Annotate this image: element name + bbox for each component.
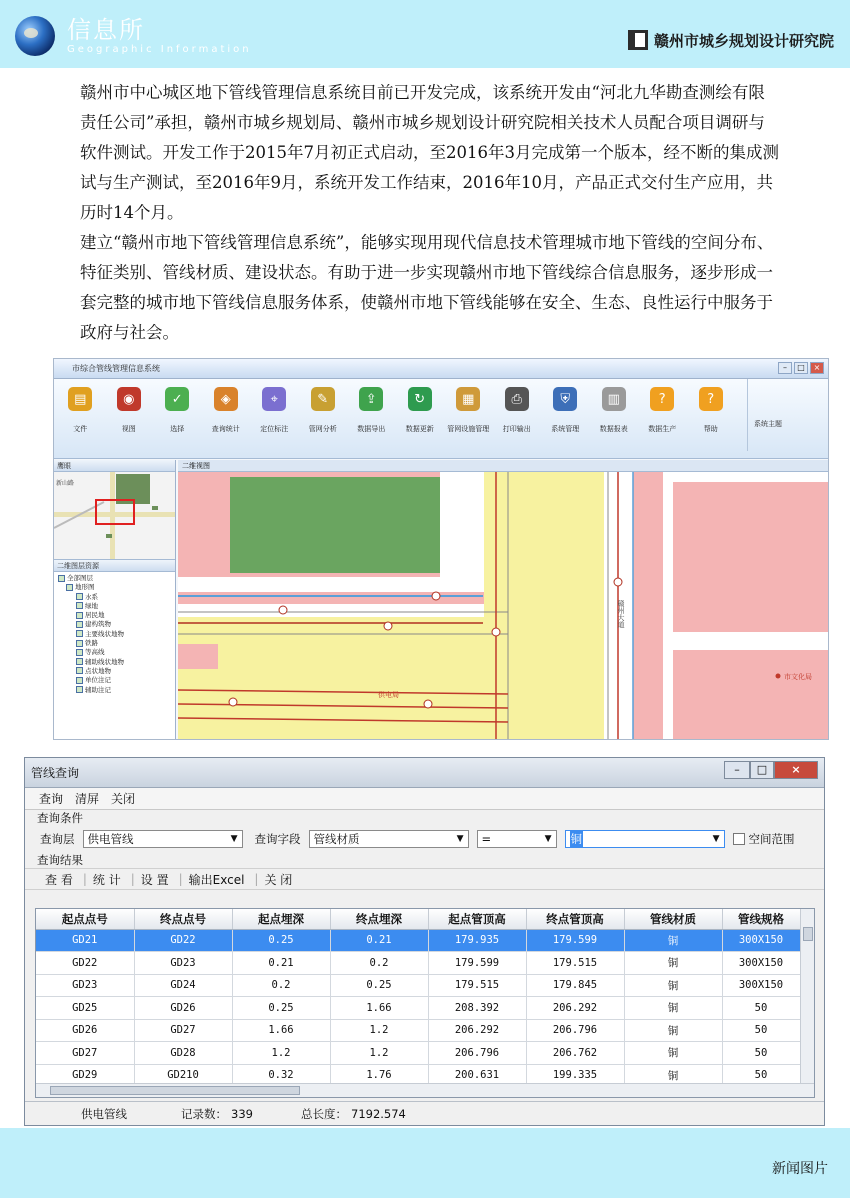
ribbon-button-label: 视图 [121, 425, 136, 433]
ribbon-button[interactable] [638, 379, 687, 434]
layer-select[interactable] [83, 830, 243, 848]
status-count: 339 [231, 1106, 253, 1121]
table-cell: GD21 [36, 929, 134, 952]
table-cell: GD24 [134, 974, 232, 997]
ribbon-button-label: 数据生产 [648, 425, 677, 433]
layer-checkbox-icon[interactable] [66, 584, 73, 591]
dialog-maximize-button[interactable]: □ [750, 761, 774, 779]
layer-name: 水系 [85, 592, 98, 601]
condition-section-label: 查询条件 [37, 811, 83, 825]
table-cell: 206.796 [526, 1019, 624, 1042]
table-cell: 208.392 [428, 997, 526, 1020]
result-table [36, 909, 801, 1087]
table-cell: 50 [722, 1019, 800, 1042]
ribbon-button-label: 选择 [170, 425, 185, 433]
table-cell: 0.25 [330, 974, 428, 997]
report-icon: ▥ [602, 387, 626, 411]
status-layer: 供电管线 [81, 1106, 127, 1121]
table-cell: 179.515 [526, 952, 624, 975]
export-excel-button[interactable]: 输出Excel [188, 872, 245, 887]
gis-app-title: 市综合管线管理信息系统 [72, 364, 160, 373]
institute-name [628, 28, 834, 52]
spatial-range-label: 空间范围 [748, 832, 795, 846]
table-row[interactable] [36, 974, 800, 997]
table-cell: GD25 [36, 997, 134, 1020]
column-header[interactable]: 起点埋深 [232, 909, 330, 929]
ribbon-button-label: 查询统计 [211, 425, 240, 433]
institute-label: 赣州市城乡规划设计研究院 [653, 31, 834, 50]
column-header[interactable]: 起点点号 [36, 909, 134, 929]
layer-name: 建构筑物 [85, 620, 111, 629]
table-cell: GD23 [134, 952, 232, 975]
ribbon-button-label: 打印输出 [502, 425, 531, 433]
table-cell: 300X150 [722, 952, 800, 975]
layer-tree-item[interactable] [58, 639, 175, 648]
chevron-down-icon: ▼ [544, 834, 552, 844]
layer-tree-item[interactable] [58, 583, 175, 592]
table-cell: 铜 [624, 974, 722, 997]
statistics-button[interactable]: 统 计 [92, 872, 121, 887]
query-dialog [24, 757, 825, 1126]
table-cell: 206.796 [428, 1042, 526, 1065]
table-row[interactable] [36, 997, 800, 1020]
footer-label: 新闻图片 [772, 1161, 828, 1177]
column-header[interactable]: 终点点号 [134, 909, 232, 929]
layer-checkbox-icon[interactable] [76, 677, 83, 684]
close-result-button[interactable]: 关 闭 [264, 872, 293, 887]
menu-close[interactable]: 关闭 [111, 792, 136, 806]
ribbon-button[interactable] [396, 379, 445, 434]
ribbon-button[interactable] [444, 379, 493, 434]
ribbon-button[interactable] [299, 379, 348, 434]
table-cell: 199.335 [526, 1064, 624, 1087]
table-row[interactable] [36, 952, 800, 975]
globe-logo-icon [15, 16, 55, 56]
facility-icon: ▦ [456, 387, 480, 411]
logo-title: 信息所 [67, 16, 145, 44]
field-label: 查询字段 [254, 832, 301, 846]
status-count-label: 记录数： [181, 1106, 227, 1121]
table-cell: 铜 [624, 1042, 722, 1065]
table-cell: GD27 [134, 1019, 232, 1042]
layer-checkbox-icon[interactable] [76, 640, 83, 647]
spatial-range-checkbox[interactable] [733, 831, 795, 847]
table-cell: 1.2 [232, 1042, 330, 1065]
map-building-label: 市文化局 [784, 673, 812, 681]
layer-tree-item[interactable] [58, 630, 175, 639]
ribbon-button[interactable] [56, 379, 105, 434]
condition-row [25, 826, 824, 852]
layer-checkbox-icon[interactable] [76, 667, 83, 674]
overview-map[interactable] [54, 472, 175, 560]
ribbon-button-label: 管网设施管理 [447, 425, 490, 433]
layer-tree-item[interactable] [58, 593, 175, 602]
ribbon-button-label: 数据导出 [357, 425, 386, 433]
table-cell: 铜 [624, 952, 722, 975]
table-cell: GD23 [36, 974, 134, 997]
table-cell: 0.25 [232, 929, 330, 952]
table-cell: GD22 [134, 929, 232, 952]
chevron-down-icon: ▼ [712, 834, 720, 844]
scroll-thumb[interactable] [803, 927, 813, 941]
ribbon-button-label: 文件 [73, 425, 88, 433]
printer-icon: ⎙ [505, 387, 529, 411]
table-cell: 200.631 [428, 1064, 526, 1087]
table-cell: 1.66 [232, 1019, 330, 1042]
globe-icon: ◉ [117, 387, 141, 411]
query-menu [25, 788, 824, 810]
table-cell: 179.845 [526, 974, 624, 997]
view-button[interactable]: 查 看 [45, 872, 73, 887]
table-cell: 50 [722, 997, 800, 1020]
gis-app-screenshot [53, 358, 829, 740]
ribbon-button-label: 帮助 [703, 425, 718, 433]
table-cell: GD210 [134, 1064, 232, 1087]
table-cell: 179.515 [428, 974, 526, 997]
value-select-value: 铜 [570, 832, 582, 846]
table-cell: GD29 [36, 1064, 134, 1087]
ribbon-button[interactable] [493, 379, 542, 434]
query-dialog-title: 管线查询 [31, 766, 80, 780]
folder-icon: ▤ [68, 387, 92, 411]
ribbon-button-label: 定位标注 [260, 425, 289, 433]
ribbon-button[interactable] [347, 379, 396, 434]
table-cell: 1.2 [330, 1019, 428, 1042]
query-dialog-titlebar [25, 758, 824, 788]
table-row[interactable] [36, 1042, 800, 1065]
layer-name: 居民地 [85, 611, 105, 620]
shield-icon: ⛨ [553, 387, 577, 411]
layer-panel-title: 二维图层资源 [54, 560, 175, 572]
layer-name: 主要线状地物 [85, 629, 124, 638]
article-body [80, 78, 780, 348]
layer-name: 绿地 [85, 601, 98, 610]
table-cell: GD28 [134, 1042, 232, 1065]
article-paragraph-1: 赣州市中心城区地下管线管理信息系统目前已开发完成，该系统开发由“河北九华勘查测绘有限责任公司”承担，赣州市城乡规划局、赣州市城乡规划设计研究院相关技术人员配合项目调研与软件测试。开发工作于2015年7月初正式启动，至2016年3月完成第一个版本，经不断的集成测试与生产测试，至2016年9月，系统开发工作结束，2016年10月，产品正式交付生产应用，共历时14个月。 [80, 83, 779, 222]
result-grid [35, 908, 815, 1098]
column-header[interactable]: 终点埋深 [330, 909, 428, 929]
layer-tree-item[interactable] [58, 676, 175, 685]
layer-checkbox-icon[interactable] [76, 658, 83, 665]
table-cell: 50 [722, 1042, 800, 1065]
table-cell: GD22 [36, 952, 134, 975]
table-cell: 铜 [624, 997, 722, 1020]
table-cell: 0.21 [232, 952, 330, 975]
ribbon-button-label: 系统管理 [551, 425, 580, 433]
maximize-button[interactable]: □ [794, 362, 808, 374]
ribbon-button[interactable] [202, 379, 251, 434]
layer-name: 地形图 [75, 583, 95, 592]
layer-name: 单位注记 [85, 676, 111, 685]
table-row[interactable] [36, 1019, 800, 1042]
layer-tree-item[interactable] [58, 686, 175, 695]
layer-tree-item[interactable] [58, 602, 175, 611]
layer-checkbox-icon[interactable] [76, 602, 83, 609]
table-cell: 0.32 [232, 1064, 330, 1087]
refresh-icon: ↻ [408, 387, 432, 411]
help-icon: ? [650, 387, 674, 411]
scroll-thumb[interactable] [50, 1086, 300, 1095]
menu-clear[interactable]: 清屏 [75, 792, 100, 806]
column-header[interactable]: 终点管顶高 [526, 909, 624, 929]
article-paragraph-2: 建立“赣州市地下管线管理信息系统”，能够实现用现代信息技术管理城市地下管线的空间分布、特征类别、管线材质、建设状态。有助于进一步实现赣州市地下管线综合信息服务，逐步形成一套完整的城市地下管线信息服务体系，使赣州市地下管线能够在安全、生态、良性运行中服务于政府与社会。 [80, 233, 774, 342]
map-place-label: 供电局 [378, 691, 399, 699]
table-cell: 铜 [624, 929, 722, 952]
result-section-label: 查询结果 [37, 853, 83, 867]
layer-checkbox-icon[interactable] [76, 621, 83, 628]
menu-query[interactable]: 查询 [39, 792, 64, 806]
help-icon: ? [699, 387, 723, 411]
brush-icon: ✎ [311, 387, 335, 411]
locate-icon: ⌖ [262, 387, 286, 411]
layer-checkbox-icon[interactable] [58, 575, 65, 582]
dialog-close-button[interactable]: × [774, 761, 818, 779]
status-bar [25, 1101, 824, 1125]
table-cell: 206.292 [526, 997, 624, 1020]
layer-checkbox-icon[interactable] [76, 593, 83, 600]
layer-tree-item[interactable] [58, 658, 175, 667]
ribbon-button[interactable] [687, 379, 736, 434]
layer-tree [54, 572, 175, 695]
table-cell: 0.2 [330, 952, 428, 975]
logo-subtitle: Geographic Information [67, 44, 252, 55]
layer-tree-item[interactable] [58, 648, 175, 657]
checkbox-icon [733, 833, 745, 845]
table-cell: 206.292 [428, 1019, 526, 1042]
ribbon-button-label: 数据更新 [405, 425, 434, 433]
ribbon-button-label: 数据报表 [599, 425, 628, 433]
tab-2d-view[interactable]: 二维视图 [178, 460, 829, 472]
layer-name: 等高线 [85, 648, 105, 657]
column-header[interactable]: 管线材质 [624, 909, 722, 929]
layer-select-value: 供电管线 [87, 832, 134, 846]
chevron-down-icon: ▼ [230, 834, 238, 844]
layer-tree-item[interactable] [58, 574, 175, 583]
table-cell: 300X150 [722, 929, 800, 952]
layer-tree-item[interactable] [58, 611, 175, 620]
layer-label: 查询层 [40, 832, 75, 846]
table-cell: 300X150 [722, 974, 800, 997]
map-street-label: 赣州大道 [617, 600, 625, 628]
table-cell: 206.762 [526, 1042, 624, 1065]
layer-checkbox-icon[interactable] [76, 649, 83, 656]
horizontal-scrollbar[interactable] [36, 1083, 814, 1097]
operator-select-value: = [481, 832, 492, 846]
column-header[interactable]: 管线规格 [722, 909, 800, 929]
ribbon-button[interactable] [250, 379, 299, 434]
gis-app-titlebar [54, 359, 828, 379]
table-cell: 179.599 [428, 952, 526, 975]
operator-select[interactable] [477, 830, 557, 848]
table-cell: 1.66 [330, 997, 428, 1020]
table-cell: GD26 [36, 1019, 134, 1042]
ribbon-button[interactable] [541, 379, 590, 434]
field-select-value: 管线材质 [313, 832, 360, 846]
ribbon-button[interactable] [153, 379, 202, 434]
theme-dropdown[interactable]: 系统主题 [747, 379, 782, 451]
layer-tree-item[interactable] [58, 620, 175, 629]
table-cell: GD26 [134, 997, 232, 1020]
ribbon-toolbar [54, 379, 828, 459]
table-cell: 铜 [624, 1064, 722, 1087]
overview-panel-title: 鹰眼 [54, 460, 175, 472]
dialog-minimize-button[interactable]: – [724, 761, 750, 779]
close-button[interactable]: × [810, 362, 824, 374]
page-header [0, 0, 850, 68]
field-select[interactable] [309, 830, 469, 848]
minimap-label: 新山路 [56, 480, 75, 487]
table-cell: 179.935 [428, 929, 526, 952]
table-cell: 0.21 [330, 929, 428, 952]
layer-name: 辅助注记 [85, 685, 111, 694]
layer-checkbox-icon[interactable] [76, 612, 83, 619]
ribbon-button[interactable] [590, 379, 639, 434]
value-select[interactable] [565, 830, 725, 848]
table-cell: 179.599 [526, 929, 624, 952]
table-cell: 1.76 [330, 1064, 428, 1087]
layer-tree-item[interactable] [58, 667, 175, 676]
layer-name: 辅助线状地物 [85, 657, 124, 666]
chevron-down-icon: ▼ [456, 834, 464, 844]
map-view[interactable] [178, 460, 829, 740]
table-cell: 铜 [624, 1019, 722, 1042]
layer-checkbox-icon[interactable] [76, 630, 83, 637]
table-cell: 50 [722, 1064, 800, 1087]
minimize-button[interactable]: – [778, 362, 792, 374]
layer-name: 点状地物 [85, 666, 111, 675]
table-cell: 0.25 [232, 997, 330, 1020]
result-toolbar: 查 看 | 统 计 | 设 置 | 输出Excel | 关 闭 [25, 868, 824, 890]
left-panel [54, 460, 176, 740]
settings-button[interactable]: 设 置 [140, 872, 169, 887]
status-length-label: 总长度： [301, 1106, 347, 1121]
table-cell: 1.2 [330, 1042, 428, 1065]
table-cell: 0.2 [232, 974, 330, 997]
ribbon-button-label: 管网分析 [308, 425, 337, 433]
table-row[interactable] [36, 929, 800, 952]
layer-checkbox-icon[interactable] [76, 686, 83, 693]
ribbon-button[interactable] [105, 379, 154, 434]
query-icon: ◈ [214, 387, 238, 411]
export-icon: ⇪ [359, 387, 383, 411]
column-header[interactable]: 起点管顶高 [428, 909, 526, 929]
table-cell: GD27 [36, 1042, 134, 1065]
select-icon: ✓ [165, 387, 189, 411]
page-footer [0, 1128, 850, 1198]
institute-logo-icon [628, 30, 648, 50]
layer-name: 全部图层 [67, 574, 93, 582]
layer-name: 铁路 [85, 639, 98, 648]
status-length: 7192.574 [351, 1106, 406, 1121]
vertical-scrollbar[interactable] [800, 909, 814, 1097]
